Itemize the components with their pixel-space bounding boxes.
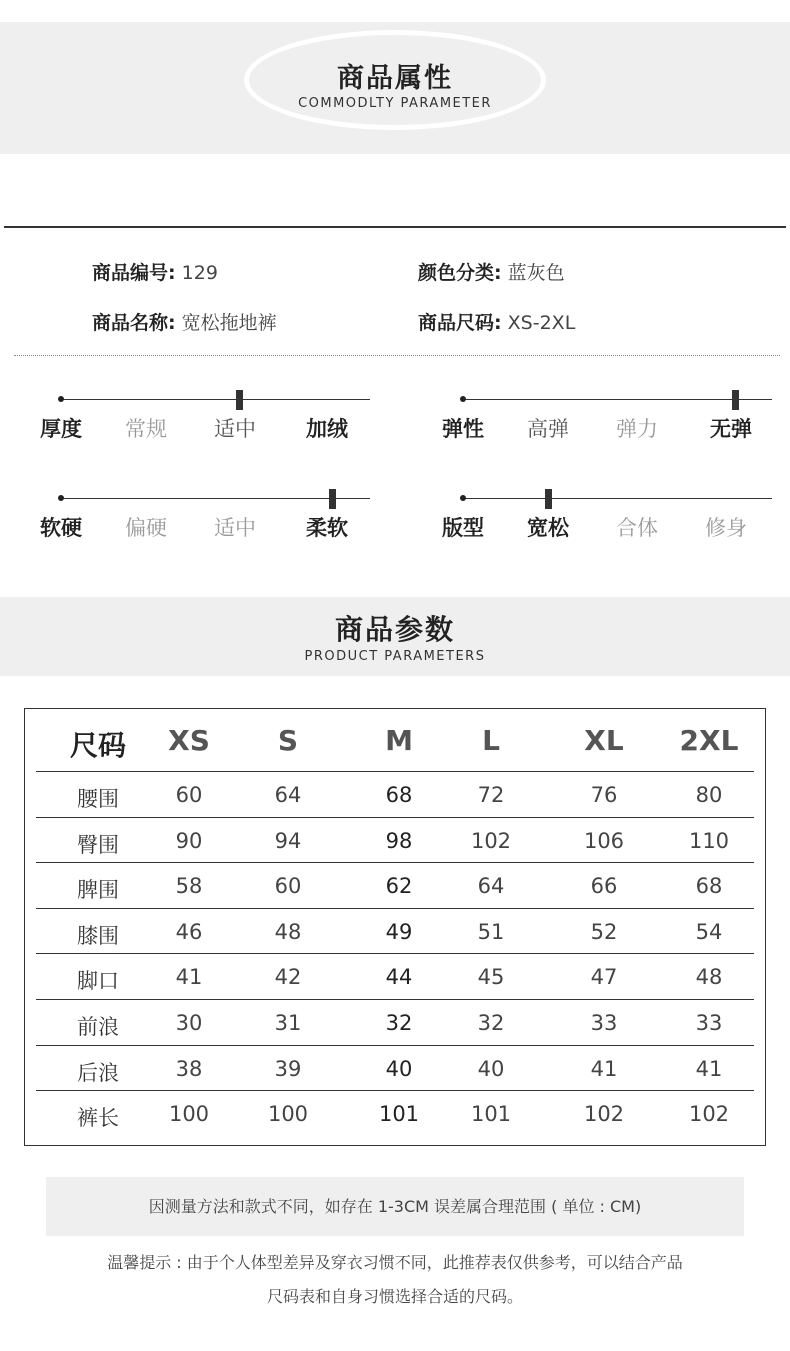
product-color	[418, 258, 565, 285]
table-cell: 102	[583, 1102, 625, 1126]
table-cell: 30	[175, 1011, 203, 1035]
table-cell: 64	[477, 874, 505, 898]
scale-line	[462, 399, 772, 400]
product-code	[92, 258, 218, 285]
table-cell: 62	[385, 874, 413, 898]
table-cell: 90	[175, 829, 203, 853]
product-name	[92, 308, 277, 335]
scale-marker	[732, 390, 739, 410]
product-code-value: 129	[181, 262, 218, 284]
scale-start-dot	[58, 495, 64, 501]
product-name-label: 商品名称:	[92, 312, 176, 334]
table-cell: 101	[470, 1102, 512, 1126]
product-size-label: 商品尺码:	[418, 312, 502, 334]
scale-option: 加绒	[306, 417, 348, 441]
scale-start-dot	[58, 396, 64, 402]
table-cell: 68	[695, 874, 723, 898]
product-size	[418, 308, 575, 335]
size-column-header: XS	[168, 724, 210, 757]
scale-option: 修身	[705, 516, 747, 540]
dotted-divider	[14, 355, 780, 356]
scale-marker	[236, 390, 243, 410]
scale-start-dot	[460, 396, 466, 402]
product-size-value: XS-2XL	[507, 312, 576, 334]
table-cell: 48	[274, 920, 302, 944]
scale-name: 厚度	[40, 417, 82, 441]
table-cell: 102	[470, 829, 512, 853]
table-cell: 100	[168, 1102, 210, 1126]
table-cell: 98	[385, 829, 413, 853]
measurement-note: 因测量方法和款式不同，如存在 1-3CM 误差属合理范围 ( 单位 : CM)	[46, 1177, 744, 1236]
table-cell: 31	[274, 1011, 302, 1035]
product-name-value: 宽松拖地裤	[181, 312, 277, 334]
scale-option: 常规	[125, 417, 167, 441]
table-cell: 66	[590, 874, 618, 898]
table-row-divider	[36, 1090, 754, 1091]
scale-marker	[545, 489, 552, 509]
scale-thickness	[40, 385, 370, 445]
table-cell: 48	[695, 965, 723, 989]
scale-option: 弹力	[616, 417, 658, 441]
product-color-value: 蓝灰色	[507, 262, 565, 284]
table-cell: 51	[477, 920, 505, 944]
table-cell: 64	[274, 783, 302, 807]
scale-option: 偏硬	[125, 516, 167, 540]
table-cell: 32	[385, 1011, 413, 1035]
scale-option: 适中	[214, 417, 256, 441]
size-column-header: S	[277, 724, 299, 757]
table-row-label: 脾围	[77, 878, 119, 902]
table-row-label: 脚口	[77, 969, 119, 993]
scale-option: 宽松	[527, 516, 569, 540]
parameters-subtitle: PRODUCT PARAMETERS	[304, 649, 486, 664]
attributes-title: 商品属性	[337, 63, 453, 94]
table-cell: 60	[274, 874, 302, 898]
table-cell: 110	[688, 829, 730, 853]
table-cell: 42	[274, 965, 302, 989]
table-row-divider	[36, 771, 754, 772]
attributes-subtitle: COMMODLTY PARAMETER	[298, 96, 492, 111]
size-column-header: L	[482, 724, 500, 757]
size-column-header: M	[385, 724, 413, 757]
scale-option: 柔软	[306, 516, 348, 540]
table-cell: 100	[267, 1102, 309, 1126]
scale-marker	[329, 489, 336, 509]
table-row-divider	[36, 862, 754, 863]
table-cell: 52	[590, 920, 618, 944]
table-row-label: 膝围	[77, 924, 119, 948]
divider	[4, 226, 786, 228]
table-row-label: 腰围	[77, 787, 119, 811]
scale-name: 版型	[442, 516, 484, 540]
table-cell: 101	[378, 1102, 420, 1126]
table-cell: 41	[590, 1057, 618, 1081]
table-cell: 41	[695, 1057, 723, 1081]
table-cell: 33	[695, 1011, 723, 1035]
table-row-divider	[36, 817, 754, 818]
scale-option: 高弹	[527, 417, 569, 441]
table-cell: 32	[477, 1011, 505, 1035]
table-cell: 60	[175, 783, 203, 807]
table-row-divider	[36, 953, 754, 954]
scale-line	[60, 399, 370, 400]
table-row-label: 后浪	[77, 1061, 119, 1085]
table-cell: 106	[583, 829, 625, 853]
product-code-label: 商品编号:	[92, 262, 176, 284]
tip-line-2: 尺码表和自身习惯选择合适的尺码。	[266, 1287, 523, 1306]
scale-start-dot	[460, 495, 466, 501]
table-row-divider	[36, 1045, 754, 1046]
scale-line	[462, 498, 772, 499]
table-cell: 41	[175, 965, 203, 989]
table-cell: 45	[477, 965, 505, 989]
scale-fit	[442, 484, 772, 544]
scale-elasticity	[442, 385, 772, 445]
table-cell: 54	[695, 920, 723, 944]
size-table-head-label: 尺码	[69, 729, 126, 762]
table-row-label: 臀围	[77, 833, 119, 857]
size-column-header: 2XL	[679, 724, 739, 757]
table-cell: 49	[385, 920, 413, 944]
product-color-label: 颜色分类:	[418, 262, 502, 284]
scale-line	[60, 498, 370, 499]
table-cell: 68	[385, 783, 413, 807]
table-cell: 38	[175, 1057, 203, 1081]
table-cell: 40	[477, 1057, 505, 1081]
scale-option: 合体	[616, 516, 658, 540]
table-row-label: 前浪	[77, 1015, 119, 1039]
table-cell: 102	[688, 1102, 730, 1126]
table-cell: 33	[590, 1011, 618, 1035]
scale-option: 适中	[214, 516, 256, 540]
parameters-title: 商品参数	[334, 613, 455, 646]
table-cell: 46	[175, 920, 203, 944]
table-row-divider	[36, 999, 754, 1000]
tip-line-1: 温馨提示 : 由于个人体型差异及穿衣习惯不同，此推荐表仅供参考，可以结合产品	[107, 1253, 683, 1272]
scale-name: 软硬	[40, 516, 82, 540]
table-row-label: 裤长	[77, 1106, 119, 1130]
table-cell: 47	[590, 965, 618, 989]
table-cell: 40	[385, 1057, 413, 1081]
size-column-header: XL	[584, 724, 624, 757]
table-cell: 72	[477, 783, 505, 807]
table-cell: 80	[695, 783, 723, 807]
table-cell: 44	[385, 965, 413, 989]
scale-name: 弹性	[442, 417, 484, 441]
table-row-divider	[36, 908, 754, 909]
scale-option: 无弹	[710, 417, 752, 441]
table-cell: 76	[590, 783, 618, 807]
table-cell: 94	[274, 829, 302, 853]
scale-softness	[40, 484, 370, 544]
table-cell: 58	[175, 874, 203, 898]
table-cell: 39	[274, 1057, 302, 1081]
